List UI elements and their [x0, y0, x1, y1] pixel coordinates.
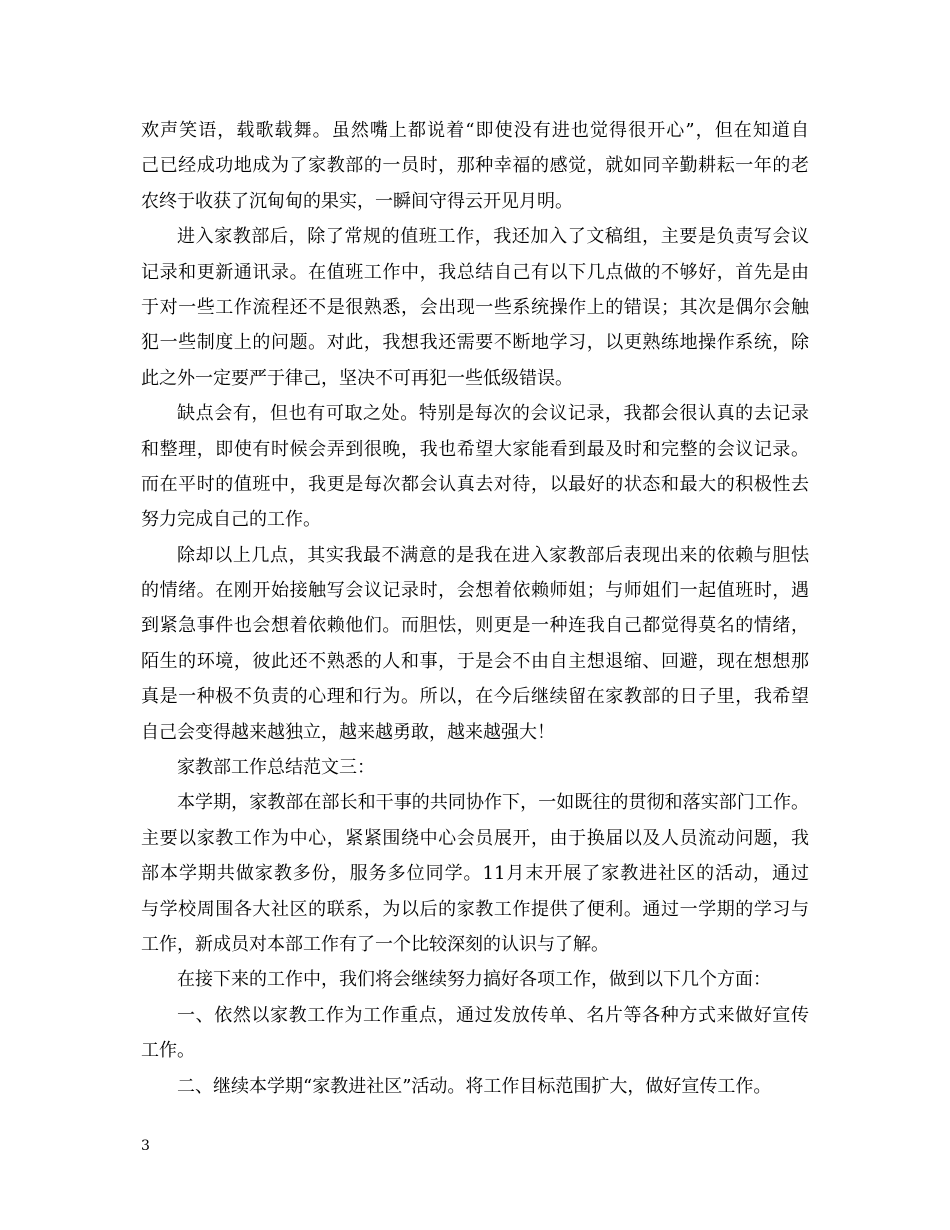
text-line: 工作。	[141, 1040, 195, 1062]
page-number: 3	[141, 1138, 150, 1154]
text-line: 一、依然以家教工作为工作重点，通过发放传单、名片等各种方式来做好宣传	[177, 1004, 809, 1026]
text-line: 在接下来的工作中，我们将会继续努力搞好各项工作，做到以下几个方面：	[177, 969, 771, 991]
text-line: 而在平时的值班中，我更是每次都会认真去对待，以最好的状态和最大的积极性去	[141, 473, 809, 495]
text-line: 陌生的环境，彼此还不熟悉的人和事，于是会不由自主想退缩、回避，现在想想那	[141, 650, 809, 672]
text-line: 努力完成自己的工作。	[141, 509, 321, 531]
text-line: 此之外一定要严于律己，坚决不可再犯一些低级错误。	[141, 367, 573, 389]
text-line: 进入家教部后，除了常规的值班工作，我还加入了文稿组，主要是负责写会议	[177, 226, 809, 248]
text-line: 于对一些工作流程还不是很熟悉，会出现一些系统操作上的错误；其次是偶尔会触	[141, 296, 809, 318]
text-line: 主要以家教工作为中心，紧紧围绕中心会员展开，由于换届以及人员流动问题，我	[141, 827, 809, 849]
text-line: 真是一种极不负责的心理和行为。所以，在今后继续留在家教部的日子里，我希望	[141, 686, 809, 708]
text-line: 工作，新成员对本部工作有了一个比较深刻的认识与了解。	[141, 933, 609, 955]
text-line: 除却以上几点，其实我最不满意的是我在进入家教部后表现出来的依赖与胆怯	[177, 544, 809, 566]
document-body	[141, 113, 809, 1104]
text-line: 缺点会有，但也有可取之处。特别是每次的会议记录，我都会很认真的去记录	[177, 403, 809, 425]
text-line: 欢声笑语，载歌载舞。虽然嘴上都说着“即使没有进也觉得很开心”，但在知道自	[141, 120, 809, 141]
text-line: 部本学期共做家教多份，服务多位同学。11月末开展了家教进社区的活动，通过	[141, 863, 809, 885]
text-line: 犯一些制度上的问题。对此，我想我还需要不断地学习，以更熟练地操作系统，除	[141, 332, 809, 354]
text-line: 农终于收获了沉甸甸的果实，一瞬间守得云开见月明。	[141, 190, 573, 212]
text-line: 记录和更新通讯录。在值班工作中，我总结自己有以下几点做的不够好，首先是由	[141, 261, 809, 283]
text-line: 家教部工作总结范文三：	[177, 757, 375, 779]
text-line: 二、继续本学期“家教进社区”活动。将工作目标范围扩大，做好宣传工作。	[177, 1075, 772, 1097]
text-line: 和整理，即使有时候会弄到很晚，我也希望大家能看到最及时和完整的会议记录。	[141, 438, 809, 460]
text-line: 己已经成功地成为了家教部的一员时，那种幸福的感觉，就如同辛勤耕耘一年的老	[141, 155, 809, 177]
text-line: 本学期，家教部在部长和干事的共同协作下，一如既往的贯彻和落实部门工作。	[177, 792, 809, 814]
text-line: 的情绪。在刚开始接触写会议记录时，会想着依赖师姐；与师姐们一起值班时，遇	[141, 580, 809, 602]
text-line: 自己会变得越来越独立，越来越勇敢，越来越强大！	[141, 721, 555, 743]
text-line: 与学校周围各大社区的联系，为以后的家教工作提供了便利。通过一学期的学习与	[141, 898, 809, 920]
text-line: 到紧急事件也会想着依赖他们。而胆怯，则更是一种连我自己都觉得莫名的情绪，	[141, 615, 809, 637]
